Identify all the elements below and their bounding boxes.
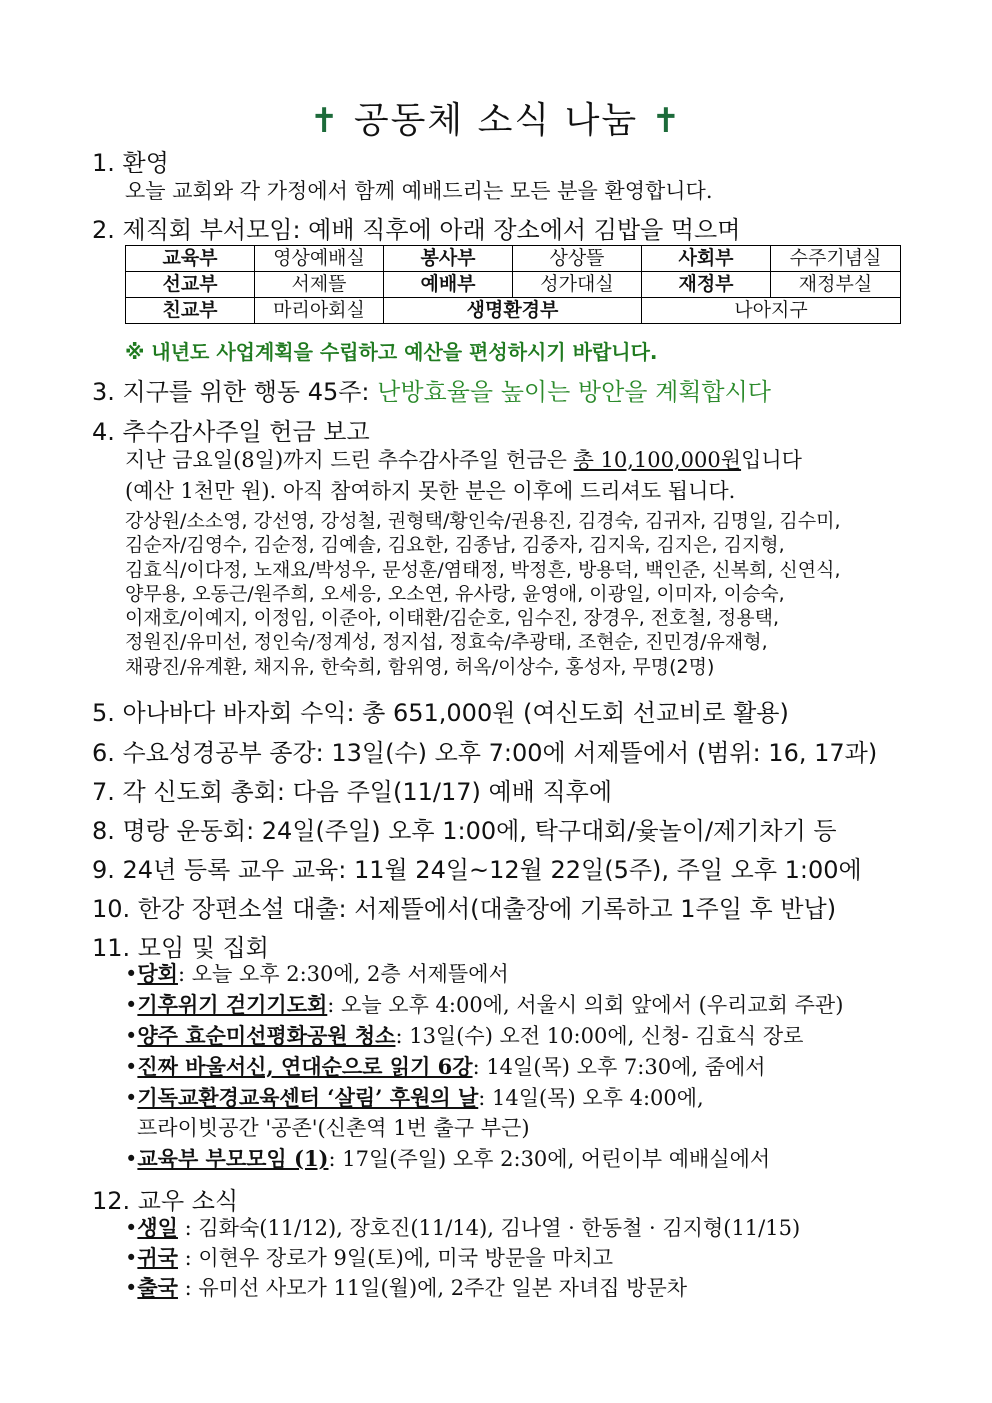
section-3-label: 3. 지구를 위한 행동 45주: — [92, 378, 370, 406]
meeting-name: 기독교환경교육센터 ‘살림’ 후원의 날 — [137, 1085, 479, 1110]
news-type: 출국 — [137, 1275, 178, 1300]
news-type: 귀국 — [137, 1245, 178, 1270]
table-cell: 영상예배실 — [255, 246, 384, 272]
list-item: 양무용, 오동근/원주희, 오세응, 오소연, 유사랑, 윤영애, 이광일, 이미자, 이승숙, — [125, 582, 785, 605]
offering-text: 지난 금요일(8일)까지 드린 추수감사주일 헌금은 — [125, 448, 574, 472]
meeting-name: 진짜 바울서신, 연대순으로 읽기 6강 — [137, 1054, 473, 1079]
member-news-item: •생일 : 김화숙(11/12), 장호진(11/14), 김나열 · 한동철 · 김지형(11/15) — [125, 1215, 801, 1240]
member-news-item: •귀국 : 이현우 장로가 9일(토)에, 미국 방문을 마치고 — [125, 1245, 614, 1270]
meeting-detail: : 오늘 오후 2:30에, 2층 서제뜰에서 — [177, 962, 509, 986]
department-table — [125, 245, 901, 324]
meeting-detail: : 13일(수) 오전 10:00에, 신청- 김효식 장로 — [395, 1024, 804, 1048]
list-item: 이재호/이예지, 이정임, 이준아, 이태환/김순호, 임수진, 장경우, 전호철, 정용택, — [125, 607, 780, 630]
table-cell: 교육부 — [126, 246, 255, 272]
section-1-body: 오늘 교회와 각 가정에서 함께 예배드리는 모든 분을 환영합니다. — [125, 179, 713, 203]
meeting-item-continued: 프라이빗공간 '공존'(신촌역 1번 출구 부근) — [137, 1116, 530, 1140]
list-item: 강상원/소소영, 강선영, 강성철, 권형택/황인숙/권용진, 김경숙, 김귀자, 김명일, 김수미, — [125, 510, 841, 532]
table-cell: 나아지구 — [642, 298, 901, 324]
table-cell: 서제뜰 — [255, 272, 384, 298]
meeting-detail: : 오늘 오후 4:00에, 서울시 의회 앞에서 (우리교회 주관) — [327, 993, 844, 1017]
offering-total: 총 10,100,000원 — [573, 448, 742, 472]
list-item: 김순자/김영수, 김순정, 김예솔, 김요한, 김종남, 김중자, 김지욱, 김지은, 김지형, — [125, 534, 785, 557]
meeting-name: 당회 — [137, 961, 178, 986]
section-10: 10. 한강 장편소설 대출: 서제뜰에서(대출장에 기록하고 1주일 후 반납) — [92, 895, 837, 923]
section-6: 6. 수요성경공부 종강: 13일(수) 오후 7:00에 서제뜰에서 (범위: 16, 17과) — [92, 739, 878, 767]
section-3-heading — [92, 372, 771, 407]
section-11-heading: 11. 모임 및 집회 — [92, 934, 269, 962]
table-cell: 재정부 — [642, 272, 771, 298]
news-type: 생일 — [137, 1215, 178, 1240]
news-detail: : 김화숙(11/12), 장호진(11/14), 김나열 · 한동철 · 김지형(11/15) — [177, 1216, 801, 1240]
table-row — [126, 298, 901, 324]
cross-icon: ✝ — [309, 101, 341, 141]
news-detail: : 유미선 사모가 11일(월)에, 2주간 일본 자녀집 방문차 — [177, 1276, 688, 1300]
meeting-name: 양주 효순미선평화공원 청소 — [137, 1023, 396, 1048]
section-8: 8. 명랑 운동회: 24일(주일) 오후 1:00에, 탁구대회/윷놀이/제기차기 등 — [92, 817, 837, 845]
table-cell: 상상뜰 — [513, 246, 642, 272]
section-3-action: 난방효율을 높이는 방안을 계획합시다 — [377, 378, 771, 406]
list-item: 정원진/유미선, 정인숙/정계성, 정지섭, 정효숙/추광태, 조현순, 진민경/유재형, — [125, 631, 768, 654]
section-2-note: ※ 내년도 사업계획을 수립하고 예산을 편성하시기 바랍니다. — [125, 340, 658, 364]
section-7: 7. 각 신도회 총회: 다음 주일(11/17) 예배 직후에 — [92, 778, 613, 806]
meeting-item: •기독교환경교육센터 ‘살림’ 후원의 날: 14일(목) 오후 4:00에, — [125, 1085, 704, 1110]
cross-icon: ✝ — [651, 101, 683, 141]
news-detail: : 이현우 장로가 9일(토)에, 미국 방문을 마치고 — [177, 1246, 614, 1270]
list-item: 김효식/이다정, 노재요/박성우, 문성훈/염태정, 박정흔, 방용덕, 백인준, 신복희, 신연식, — [125, 558, 841, 581]
donor-list — [125, 509, 905, 679]
table-cell: 봉사부 — [384, 246, 513, 272]
title-text: 공동체 소식 나눔 — [353, 100, 639, 141]
meeting-item: •진짜 바울서신, 연대순으로 읽기 6강: 14일(목) 오후 7:30에, 줌에서 — [125, 1054, 766, 1079]
table-cell: 사회부 — [642, 246, 771, 272]
meeting-detail: : 14일(목) 오후 4:00에, — [478, 1086, 704, 1110]
section-1-heading: 1. 환영 — [92, 149, 169, 177]
table-row — [126, 246, 901, 272]
section-4-line-1 — [125, 444, 802, 474]
member-news-item: •출국 : 유미선 사모가 11일(월)에, 2주간 일본 자녀집 방문차 — [125, 1275, 688, 1300]
meeting-name: 기후위기 걷기기도회 — [137, 992, 328, 1017]
table-cell: 선교부 — [126, 272, 255, 298]
list-item: 채광진/유계환, 채지유, 한숙희, 함위영, 허옥/이상수, 홍성자, 무명(2명) — [125, 655, 715, 678]
section-5: 5. 아나바다 바자회 수익: 총 651,000원 (여신도회 선교비로 활용) — [92, 699, 789, 727]
table-cell: 마리아회실 — [255, 298, 384, 324]
meeting-detail: : 14일(목) 오후 7:30에, 줌에서 — [472, 1055, 766, 1079]
table-cell: 생명환경부 — [384, 298, 642, 324]
meeting-item: •양주 효순미선평화공원 청소: 13일(수) 오전 10:00에, 신청- 김효식 장로 — [125, 1023, 804, 1048]
offering-text-end: 입니다 — [741, 448, 802, 472]
table-cell: 성가대실 — [513, 272, 642, 298]
section-9: 9. 24년 등록 교우 교육: 11월 24일~12월 22일(5주), 주일 오후 1:00에 — [92, 856, 862, 884]
page-title — [0, 92, 992, 143]
section-12-heading: 12. 교우 소식 — [92, 1187, 239, 1215]
table-cell: 수주기념실 — [771, 246, 901, 272]
table-cell: 예배부 — [384, 272, 513, 298]
meeting-item: •당회: 오늘 오후 2:30에, 2층 서제뜰에서 — [125, 961, 509, 986]
table-cell: 친교부 — [126, 298, 255, 324]
section-4-heading: 4. 추수감사주일 헌금 보고 — [92, 418, 370, 446]
section-4-line-2: (예산 1천만 원). 아직 참여하지 못한 분은 이후에 드리셔도 됩니다. — [125, 479, 736, 503]
table-cell: 재정부실 — [771, 272, 901, 298]
meeting-name: 교육부 부모모임 (1) — [137, 1146, 329, 1171]
table-row — [126, 272, 901, 298]
section-2-heading: 2. 제직회 부서모임: 예배 직후에 아래 장소에서 김밥을 먹으며 — [92, 216, 741, 244]
meeting-item: •기후위기 걷기기도회: 오늘 오후 4:00에, 서울시 의회 앞에서 (우리교회 주관) — [125, 992, 844, 1017]
meeting-detail: : 17일(주일) 오후 2:30에, 어린이부 예배실에서 — [328, 1147, 771, 1171]
meeting-item: •교육부 부모모임 (1): 17일(주일) 오후 2:30에, 어린이부 예배실에서 — [125, 1146, 771, 1171]
